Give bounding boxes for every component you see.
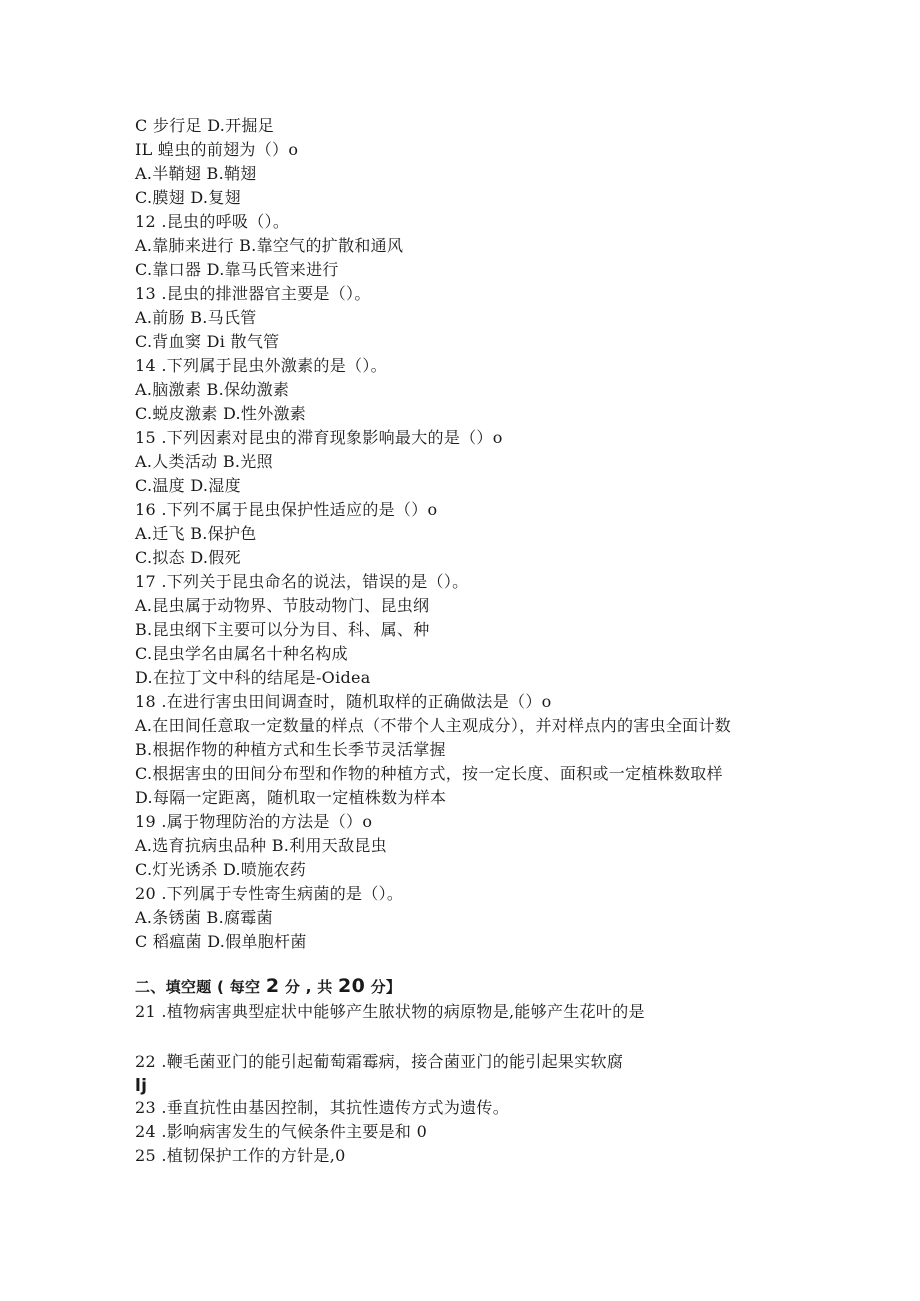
text-line: C.昆虫学名由属名十种名构成: [135, 644, 348, 663]
text-line: C.温度 D.湿度: [135, 476, 241, 495]
section-heading-prefix: 二、填空题 ( 每空: [135, 978, 266, 996]
text-line: C.灯光诱杀 D.喷施农药: [135, 860, 307, 879]
text-line: B.根据作物的种植方式和生长季节灵活掌握: [135, 740, 446, 759]
question-line: 20 .下列属于专性寄生病菌的是（）。: [135, 884, 404, 903]
text-line: A.人类活动 B.光照: [135, 452, 273, 471]
section-heading: [135, 976, 401, 997]
text-line: C.靠口器 D.靠马氏管来进行: [135, 260, 339, 279]
section-heading-total: 20: [338, 975, 366, 997]
text-line: A.脑激素 B.保幼激素: [135, 380, 290, 399]
text-line: C.拟态 D.假死: [135, 548, 241, 567]
text-line: B.昆虫纲下主要可以分为目、科、属、种: [135, 620, 430, 639]
text-line: C.膜翅 D.复翅: [135, 188, 241, 207]
text-line: A.靠肺来进行 B.靠空气的扩散和通风: [135, 236, 404, 255]
question-line: 21 .植物病害典型症状中能够产生脓状物的病原物是,能够产生花叶的是: [135, 1002, 645, 1021]
text-line: IL 蝗虫的前翅为（）o: [135, 140, 299, 159]
text-line: A.昆虫属于动物界、节肢动物门、昆虫纲: [135, 596, 430, 615]
stray-text: lj: [135, 1076, 148, 1096]
question-line: 25 .植韧保护工作的方针是,0: [135, 1146, 346, 1165]
question-line: 23 .垂直抗性由基因控制，其抗性遗传方式为遗传。: [135, 1098, 510, 1117]
text-line: A.条锈菌 B.腐霉菌: [135, 908, 273, 927]
question-line: 13 .昆虫的排泄器官主要是（）。: [135, 284, 371, 303]
question-line: 24 .影响病害发生的气候条件主要是和 0: [135, 1122, 428, 1141]
section-heading-mid: 分 , 共: [279, 978, 339, 996]
question-line: 18 .在进行害虫田间调查时，随机取样的正确做法是（）o: [135, 692, 552, 711]
text-line: A.半鞘翅 B.鞘翅: [135, 164, 257, 183]
text-line: D.每隔一定距离，随机取一定植株数为样本: [135, 788, 447, 807]
question-line: 17 .下列关于昆虫命名的说法，错误的是（）。: [135, 572, 469, 591]
question-line: 14 .下列属于昆虫外激素的是（）。: [135, 356, 387, 375]
question-line: 16 .下列不属于昆虫保护性适应的是（）o: [135, 500, 438, 519]
question-line: 19 .属于物理防治的方法是（）o: [135, 812, 373, 831]
text-line: A.前肠 B.马氏管: [135, 308, 257, 327]
section-heading-suffix: 分】: [365, 978, 402, 996]
text-line: A.迁飞 B.保护色: [135, 524, 257, 543]
text-line: C 稻瘟菌 D.假单胞杆菌: [135, 932, 307, 951]
question-line: 15 .下列因素对昆虫的滞育现象影响最大的是（）o: [135, 428, 503, 447]
text-line: C.根据害虫的田间分布型和作物的种植方式，按一定长度、面积或一定植株数取样: [135, 764, 723, 783]
text-line: D.在拉丁文中科的结尾是-Oidea: [135, 668, 371, 687]
text-line: C 步行足 D.开掘足: [135, 116, 275, 135]
text-line: C.背血窦 Di 散气管: [135, 332, 280, 351]
question-line: 12 .昆虫的呼吸（）。: [135, 212, 290, 231]
section-heading-points: 2: [265, 975, 280, 997]
text-line: A.选育抗病虫品种 B.利用天敌昆虫: [135, 836, 387, 855]
question-line: 22 .鞭毛菌亚门的能引起葡萄霜霉病，接合菌亚门的能引起果实软腐: [135, 1052, 624, 1071]
text-line: C.蜕皮激素 D.性外激素: [135, 404, 307, 423]
text-line: A.在田间任意取一定数量的样点（不带个人主观成分），并对样点内的害虫全面计数: [135, 716, 732, 735]
